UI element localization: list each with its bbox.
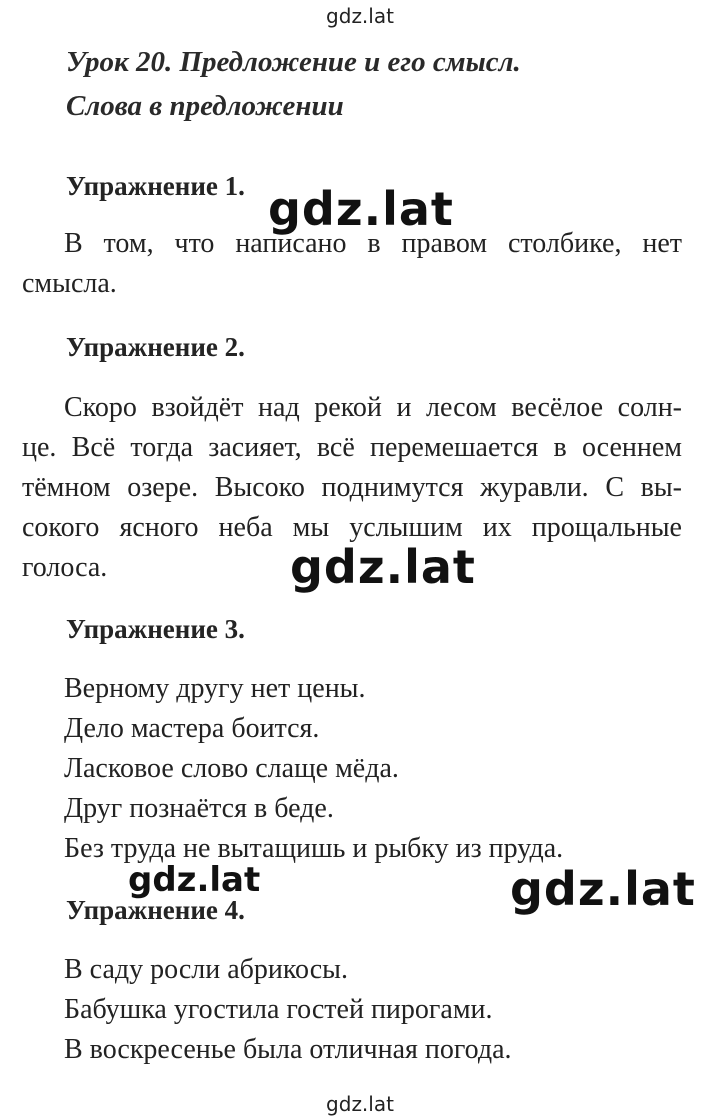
exercise-3-proverbs <box>64 669 563 869</box>
exercise-3-line: Без труда не вытащишь и рыбку из пруда. <box>64 833 564 864</box>
exercise-3-line: Дело мастера боится. <box>64 713 320 744</box>
watermark-bottom: gdz.lat <box>326 1092 394 1116</box>
exercise-2-line: сокого ясного неба мы услышим их прощальные <box>22 512 682 543</box>
exercise-4-line: Бабушка угостила гостей пирогами. <box>64 994 493 1025</box>
watermark-overlay: gdz.lat <box>268 182 454 236</box>
exercise-2-line: тёмном озере. Высоко поднимутся журавли. С вы- <box>22 472 682 503</box>
lesson-title <box>66 40 521 128</box>
lesson-title-line-1: Урок 20. Предложение и его смысл. <box>66 46 521 78</box>
exercise-2-line: це. Всё тогда засияет, всё перемешается в осеннем <box>22 432 682 463</box>
exercise-1-text-cont <box>22 264 117 304</box>
exercise-4-sentences <box>64 950 512 1070</box>
watermark-overlay: gdz.lat <box>290 540 476 594</box>
watermark-top: gdz.lat <box>326 4 394 28</box>
watermark-overlay: gdz.lat <box>510 862 696 916</box>
exercise-1-line: В том, что написано в правом столбике, нет <box>64 228 682 259</box>
exercise-4-line: В саду росли абрикосы. <box>64 954 348 985</box>
exercise-3-heading: Упражнение 3. <box>66 614 245 644</box>
exercise-3-line: Друг познаётся в беде. <box>64 793 334 824</box>
exercise-2-heading: Упражнение 2. <box>66 332 245 362</box>
exercise-4-line: В воскресенье была отличная погода. <box>64 1034 512 1065</box>
exercise-2-line: голоса. <box>22 552 108 583</box>
exercise-1-line: смысла. <box>22 268 117 299</box>
exercise-2-line: Скоро взойдёт над рекой и лесом весёлое солн- <box>64 392 682 423</box>
exercise-1-heading: Упражнение 1. <box>66 171 245 201</box>
exercise-4-heading: Упражнение 4. <box>66 895 245 925</box>
lesson-title-line-2: Слова в предложении <box>66 90 344 122</box>
exercise-3-line: Верному другу нет цены. <box>64 673 366 704</box>
exercise-3-line: Ласковое слово слаще мёда. <box>64 753 399 784</box>
watermark-overlay: gdz.lat <box>128 860 261 900</box>
